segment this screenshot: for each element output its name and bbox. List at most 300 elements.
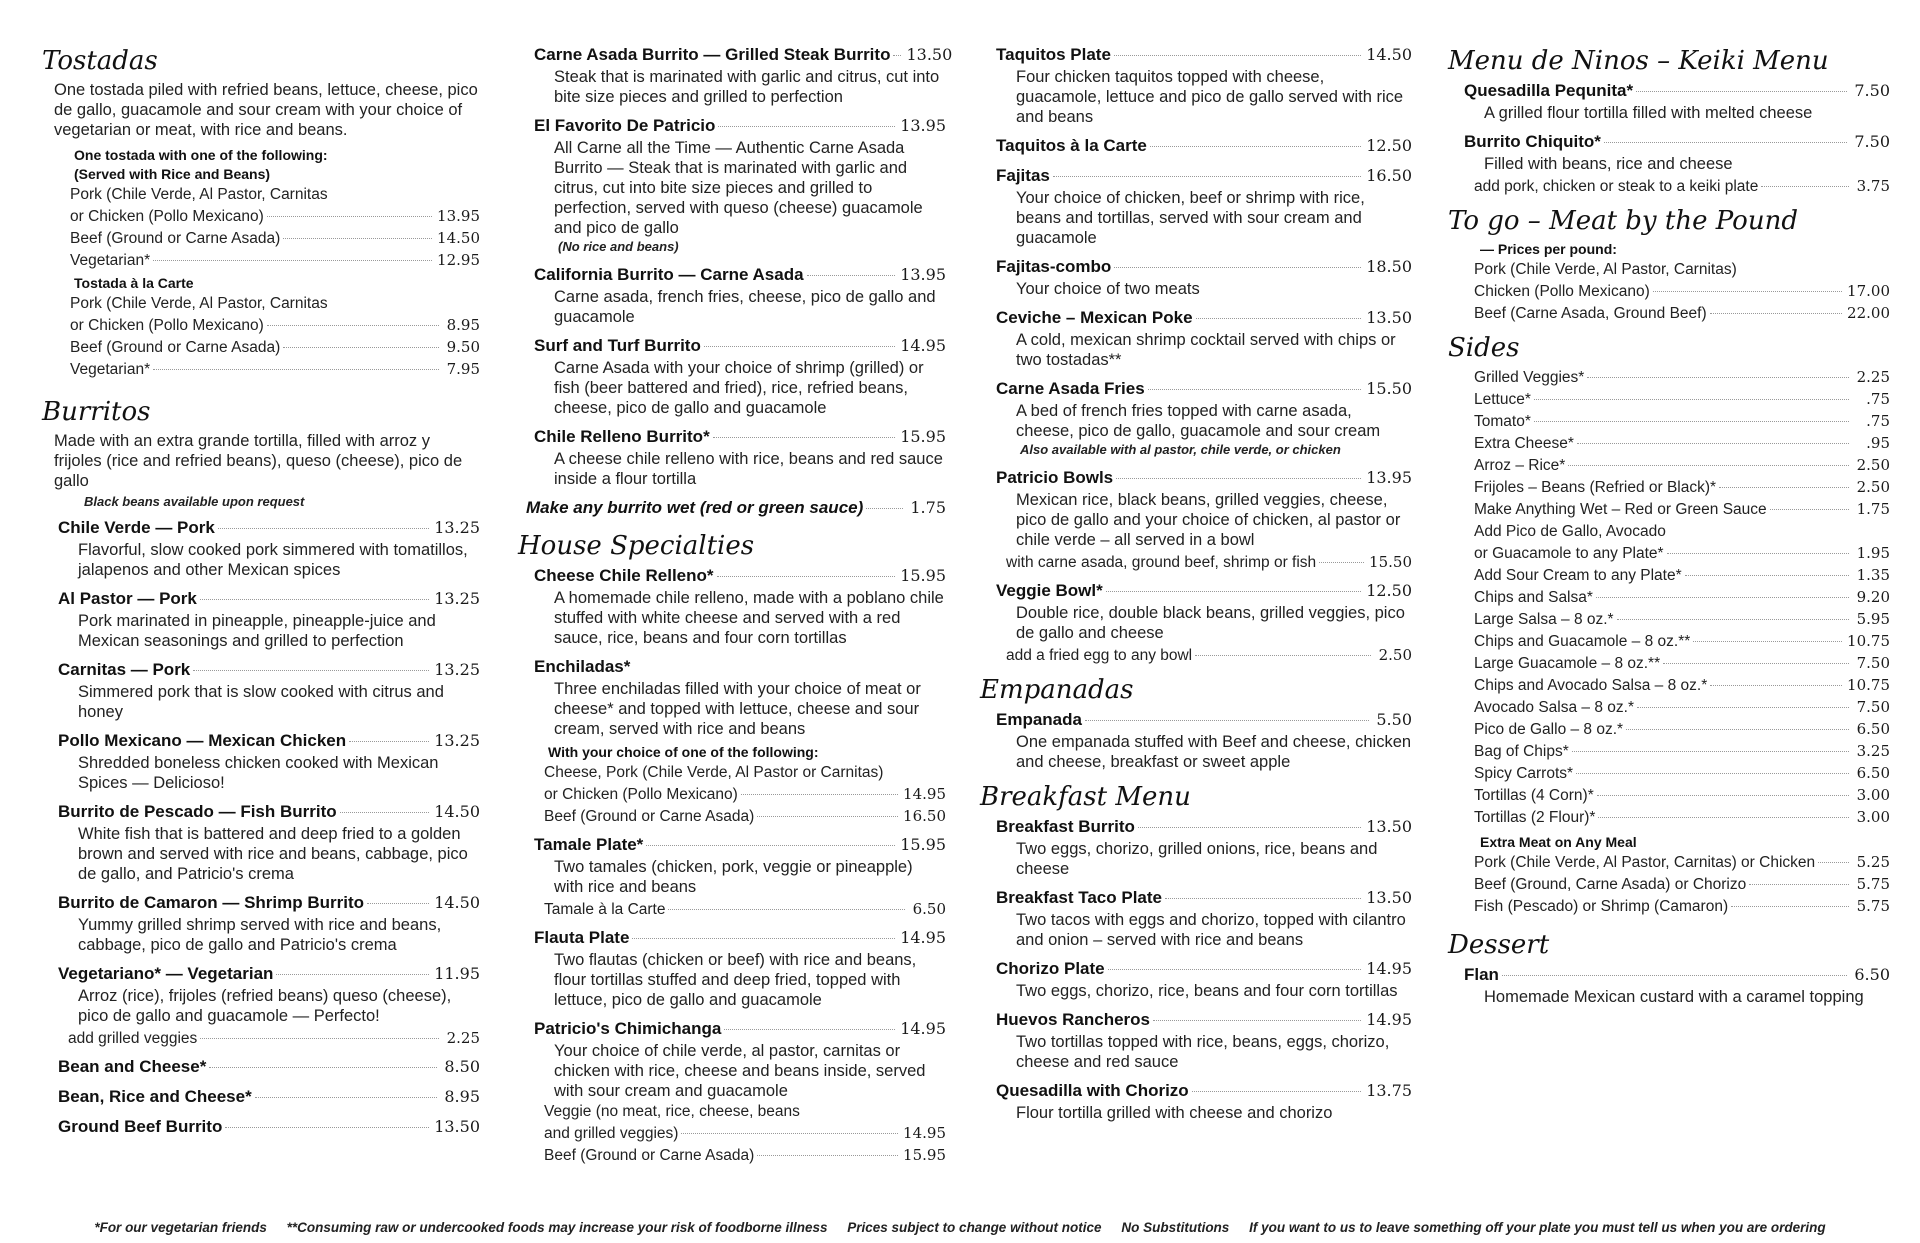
price-row: [1474, 499, 1890, 521]
leader-dots: [153, 369, 439, 370]
menu-item: [980, 165, 1412, 248]
item-price: 16.50: [1366, 166, 1412, 185]
item-price: 13.25: [434, 589, 480, 608]
burritos-cont-items: [518, 44, 953, 489]
wet-burrito-price: 1.75: [910, 498, 946, 517]
leader-dots: [1685, 575, 1849, 576]
item-price: 14.50: [437, 229, 480, 247]
item-name: Breakfast Burrito: [996, 817, 1135, 836]
item-price: 2.25: [446, 1029, 480, 1047]
menu-item: [518, 656, 946, 739]
price-row: [1474, 653, 1890, 675]
price-row: [1474, 543, 1890, 565]
item-description: Two flautas (chicken or beef) with rice and beans, flour tortillas stuffed and deep fried, topped with lettuce, pico de gallo and guacamole: [554, 951, 917, 1009]
footer-notes: [0, 1220, 1920, 1235]
item-price: 15.95: [903, 1146, 946, 1164]
item-name: add grilled veggies: [68, 1030, 198, 1047]
item-description: All Carne all the Time — Authentic Carne Asada Burrito — Steak that is marinated with garlic and citrus, cut into bite size pieces and grilled to perfection, served with queso (cheese) guacamole and pico de gallo: [554, 139, 923, 237]
item-price: 8.95: [446, 316, 480, 334]
item-description: Two tamales (chicken, pork, veggie or pineapple) with rice and beans: [554, 858, 913, 896]
item-price: 17.00: [1847, 282, 1890, 300]
item-name: Pork (Chile Verde, Al Pastor, Carnitas) or Chicken: [1474, 854, 1816, 871]
item-name: California Burrito — Carne Asada: [534, 265, 804, 284]
leader-dots: [283, 238, 432, 239]
item-name: Arroz – Rice*: [1474, 457, 1566, 474]
kids-menu-title: Menu de Ninos – Keiki Menu: [1448, 46, 1829, 76]
menu-item-row: [996, 887, 1412, 909]
item-name: Beef (Ground, Carne Asada) or Chorizo: [1474, 876, 1747, 893]
leader-dots: [1731, 906, 1849, 907]
item-price: 14.95: [900, 928, 946, 947]
price-row: [1474, 389, 1890, 411]
menu-item: [42, 1056, 480, 1078]
item-name: Tamale Plate*: [534, 835, 644, 854]
menu-item-row: [58, 730, 480, 752]
item-price: 15.50: [1366, 379, 1412, 398]
item-description: Your choice of chile verde, al pastor, carnitas or chicken with rice, cheese and beans inside, served with sour cream and guacamole: [554, 1042, 926, 1100]
menu-item-row: [996, 307, 1412, 329]
item-price: 7.50: [1856, 698, 1890, 716]
item-description: Carne asada, french fries, cheese, pico de gallo and guacamole: [554, 288, 936, 326]
leader-dots: [209, 1067, 437, 1068]
item-price: 1.75: [1856, 500, 1890, 518]
leader-dots: [1085, 720, 1369, 721]
item-price: 14.50: [434, 893, 480, 912]
leader-dots: [1653, 291, 1842, 292]
item-price: 13.95: [1366, 468, 1412, 487]
item-price: 2.50: [1856, 478, 1890, 496]
item-name: Taquitos Plate: [996, 45, 1111, 64]
item-description: Two eggs, chorizo, rice, beans and four corn tortillas: [1016, 982, 1398, 1000]
menu-item-row: [58, 1116, 480, 1138]
item-name: Burrito de Camaron — Shrimp Burrito: [58, 893, 365, 912]
item-description: Flavorful, slow cooked pork simmered with tomatillos, jalapenos and other Mexican spices: [78, 541, 468, 579]
item-name: Vegetarian*: [70, 361, 151, 378]
leader-dots: [1663, 663, 1849, 664]
leader-dots: [1502, 975, 1847, 976]
tostadas-choice-heading-2: (Served with Rice and Beans): [74, 166, 271, 182]
item-price: 13.50: [1366, 308, 1412, 327]
menu-item-row: [534, 335, 946, 357]
item-description: Yummy grilled shrimp served with rice and beans, cabbage, pico de gallo and Patricio's crema: [78, 916, 442, 954]
item-name: Avocado Salsa – 8 oz.*: [1474, 699, 1634, 716]
menu-item: [980, 256, 1412, 299]
leader-dots: [1568, 465, 1849, 466]
item-price: 5.25: [1856, 853, 1890, 871]
menu-item-row: [1464, 131, 1890, 153]
item-name: Al Pastor — Pork: [58, 589, 197, 608]
tostadas-price-list: [42, 184, 480, 272]
leader-dots: [1818, 862, 1849, 863]
price-row: [1474, 521, 1890, 543]
item-name: Chips and Avocado Salsa – 8 oz.*: [1474, 677, 1708, 694]
menu-item-row: [534, 656, 946, 678]
menu-item-row: [996, 467, 1412, 489]
item-name: with carne asada, ground beef, shrimp or fish: [1006, 554, 1317, 571]
item-description: Shredded boneless chicken cooked with Mexican Spices — Delicioso!: [78, 754, 439, 792]
menu-item-row: [58, 517, 480, 539]
togo-price-list: [1448, 259, 1890, 325]
leader-dots: [193, 670, 429, 671]
item-name: Pollo Mexicano — Mexican Chicken: [58, 731, 347, 750]
item-name: Tamale à la Carte: [544, 901, 666, 918]
menu-item-row: [58, 659, 480, 681]
item-name: Ceviche – Mexican Poke: [996, 308, 1193, 327]
leader-dots: [1617, 619, 1849, 620]
item-name: Enchiladas*: [534, 657, 631, 676]
item-price: 3.00: [1856, 808, 1890, 826]
leader-dots: [276, 974, 429, 975]
leader-dots: [1192, 1091, 1362, 1092]
item-name: or Chicken (Pollo Mexicano): [70, 317, 264, 334]
veggie-addon: [42, 1028, 480, 1050]
item-name: Chorizo Plate: [996, 959, 1105, 978]
menu-item: [980, 467, 1412, 550]
price-row: [70, 228, 480, 250]
item-price: 11.95: [434, 964, 480, 983]
leader-dots: [718, 126, 895, 127]
leader-dots: [1196, 318, 1362, 319]
item-price: 3.25: [1856, 742, 1890, 760]
price-row: [1474, 433, 1890, 455]
menu-item: [518, 426, 946, 489]
price-row: [70, 337, 480, 359]
item-name: Taquitos à la Carte: [996, 136, 1147, 155]
item-description: A grilled flour tortilla filled with melted cheese: [1484, 104, 1813, 122]
footer-note: *For our vegetarian friends: [94, 1220, 267, 1235]
menu-item-row: [58, 1086, 480, 1108]
item-price: 10.75: [1847, 676, 1890, 694]
menu-item-row: [996, 816, 1412, 838]
item-name: Patricio Bowls: [996, 468, 1114, 487]
item-price: 15.50: [1369, 553, 1412, 571]
item-price: 5.75: [1856, 875, 1890, 893]
item-price: 14.95: [903, 785, 946, 803]
dessert-item: [1448, 964, 1890, 1007]
menu-item-row: [534, 927, 946, 949]
item-description: A cold, mexican shrimp cocktail served with chips or two tostadas**: [1016, 331, 1396, 369]
menu-item: [518, 1018, 946, 1101]
item-price: 8.95: [444, 1087, 480, 1106]
item-description: Mexican rice, black beans, grilled veggies, cheese, pico de gallo and your choice of chicken, al pastor or chile verde – all served in a bowl: [1016, 491, 1401, 549]
item-price: 10.75: [1847, 632, 1890, 650]
item-name: Chile Verde — Pork: [58, 518, 215, 537]
item-description: Carne Asada with your choice of shrimp (grilled) or fish (beer battered and fried), rice, refried beans, cheese, pico de gallo and guacamole: [554, 359, 924, 417]
menu-item: [980, 816, 1412, 879]
leader-dots: [225, 1127, 429, 1128]
item-name: Large Guacamole – 8 oz.**: [1474, 655, 1661, 672]
item-price: 13.50: [906, 45, 953, 64]
item-description: Steak that is marinated with garlic and citrus, cut into bite size pieces and grilled to perfection: [554, 68, 940, 106]
menu-item: [980, 307, 1412, 370]
leader-dots: [866, 508, 903, 509]
item-price: 22.00: [1847, 304, 1890, 322]
price-row: [1474, 852, 1890, 874]
leader-dots: [1596, 597, 1849, 598]
price-row: [1474, 896, 1890, 918]
item-price: 1.95: [1856, 544, 1890, 562]
item-price: 15.95: [900, 427, 946, 446]
black-beans-note: Black beans available upon request: [84, 494, 305, 509]
menu-item-row: [58, 588, 480, 610]
flauta-item: [518, 927, 946, 1010]
item-description: Pork marinated in pineapple, pineapple-juice and Mexican seasonings and grilled to perfection: [78, 612, 436, 650]
item-price: 15.95: [900, 566, 946, 585]
empanadas-title: Empanadas: [980, 675, 1134, 705]
leader-dots: [668, 909, 905, 910]
menu-item: [42, 963, 480, 1026]
item-price: 1.35: [1856, 566, 1890, 584]
menu-item-row: [996, 44, 1412, 66]
item-price: .75: [1866, 390, 1890, 408]
item-price: 3.75: [1856, 177, 1890, 195]
item-name: Veggie (no meat, rice, cheese, beans: [544, 1103, 800, 1120]
menu-item: [42, 730, 480, 793]
item-name: Extra Cheese*: [1474, 435, 1574, 452]
item-price: 13.95: [900, 116, 946, 135]
leader-dots: [267, 216, 432, 217]
item-price: 18.50: [1366, 257, 1412, 276]
item-description: Simmered pork that is slow cooked with citrus and honey: [78, 683, 444, 721]
leader-dots: [1572, 751, 1849, 752]
leader-dots: [1106, 591, 1361, 592]
burritos-items: [42, 517, 480, 1026]
item-price: 13.25: [434, 660, 480, 679]
price-row: [1006, 552, 1412, 574]
item-name: Fajitas-combo: [996, 257, 1112, 276]
menu-item-row: [534, 44, 953, 66]
item-price: 12.50: [1366, 581, 1412, 600]
item-price: 9.50: [446, 338, 480, 356]
item-price: 6.50: [1854, 965, 1890, 984]
menu-item-row: [58, 1056, 480, 1078]
menu-item-row: [58, 963, 480, 985]
item-description: Two tacos with eggs and chorizo, topped with cilantro and onion – served with rice and beans: [1016, 911, 1406, 949]
menu-item: [980, 958, 1412, 1001]
item-price: 12.50: [1366, 136, 1412, 155]
footer-note: If you want to us to leave something off your plate you must tell us when you are ordering: [1249, 1220, 1826, 1235]
menu-item-row: [996, 135, 1412, 157]
leader-dots: [1626, 729, 1849, 730]
item-name: Empanada: [996, 710, 1082, 729]
item-price: 9.20: [1856, 588, 1890, 606]
column-2: [518, 44, 953, 1167]
leader-dots: [1153, 1020, 1361, 1021]
burritos-extra-items: [42, 1056, 480, 1138]
price-row: [70, 359, 480, 381]
menu-item: [518, 264, 946, 327]
item-description: Two tortillas topped with rice, beans, eggs, chorizo, cheese and red sauce: [1016, 1033, 1390, 1071]
leader-dots: [1587, 377, 1849, 378]
menu-item-row: [58, 801, 480, 823]
plates-items: [980, 44, 1412, 550]
item-name: Beef (Ground or Carne Asada): [544, 1147, 755, 1164]
item-name: Beef (Ground or Carne Asada): [70, 230, 281, 247]
price-row: [70, 293, 480, 315]
item-price: 13.50: [1366, 817, 1412, 836]
tamale-item: [518, 834, 946, 897]
item-price: 15.95: [900, 835, 946, 854]
item-name: Fajitas: [996, 166, 1050, 185]
item-price: 14.95: [900, 1019, 946, 1038]
price-row: [1474, 303, 1890, 325]
leader-dots: [1150, 146, 1361, 147]
leader-dots: [1710, 313, 1842, 314]
footer-note: **Consuming raw or undercooked foods may increase your risk of foodborne illness: [286, 1220, 828, 1235]
item-name: Large Salsa – 8 oz.*: [1474, 611, 1614, 628]
leader-dots: [1148, 389, 1362, 390]
leader-dots: [1749, 884, 1849, 885]
price-row: [1474, 874, 1890, 896]
item-note: (No rice and beans): [558, 239, 679, 254]
item-price: 12.95: [437, 251, 480, 269]
item-price: 5.75: [1856, 897, 1890, 915]
item-name: add pork, chicken or steak to a keiki plate: [1474, 178, 1759, 195]
price-row: [1474, 763, 1890, 785]
item-name: El Favorito De Patricio: [534, 116, 716, 135]
price-row: [1474, 455, 1890, 477]
item-name: Cheese, Pork (Chile Verde, Al Pastor or Carnitas): [544, 764, 884, 781]
item-price: 16.50: [903, 807, 946, 825]
leader-dots: [1577, 443, 1849, 444]
dessert-title: Dessert: [1448, 930, 1550, 960]
leader-dots: [1114, 55, 1361, 56]
item-name: Chips and Salsa*: [1474, 589, 1593, 606]
tostadas-title: Tostadas: [42, 46, 158, 76]
leader-dots: [1597, 795, 1849, 796]
item-name: Burrito de Pescado — Fish Burrito: [58, 802, 337, 821]
item-name: Pork (Chile Verde, Al Pastor, Carnitas: [70, 295, 328, 312]
price-row: [1474, 631, 1890, 653]
item-price: 13.25: [434, 731, 480, 750]
togo-heading: — Prices per pound:: [1480, 241, 1617, 257]
menu-item-row: [996, 165, 1412, 187]
leader-dots: [267, 325, 439, 326]
wet-burrito-row: [518, 497, 946, 519]
breakfast-items: [980, 816, 1412, 1123]
leader-dots: [1114, 267, 1361, 268]
price-row: [1474, 259, 1890, 281]
item-price: 3.00: [1856, 786, 1890, 804]
item-name: Pico de Gallo – 8 oz.*: [1474, 721, 1624, 738]
price-row: [544, 1123, 946, 1145]
menu-item: [42, 1086, 480, 1108]
menu-item: [980, 1009, 1412, 1072]
item-name: Add Sour Cream to any Plate*: [1474, 567, 1682, 584]
footer-note: No Substitutions: [1121, 1220, 1230, 1235]
sides-title: Sides: [1448, 333, 1520, 363]
chimichanga-price-list: [518, 1101, 946, 1167]
price-row: [70, 315, 480, 337]
price-row: [544, 784, 946, 806]
price-row: [1474, 587, 1890, 609]
item-name: Veggie Bowl*: [996, 581, 1103, 600]
leader-dots: [1710, 685, 1842, 686]
item-name: Carne Asada Fries: [996, 379, 1145, 398]
menu-item-row: [996, 256, 1412, 278]
togo-title: To go – Meat by the Pound: [1448, 206, 1798, 236]
leader-dots: [717, 576, 896, 577]
item-name: Vegetarian*: [70, 252, 151, 269]
item-name: Pork (Chile Verde, Al Pastor, Carnitas): [1474, 261, 1737, 278]
item-description: One empanada stuffed with Beef and cheese, chicken and cheese, breakfast or sweet apple: [1016, 733, 1412, 771]
menu-item-row: [996, 1080, 1412, 1102]
burritos-title: Burritos: [42, 397, 151, 427]
item-description: Homemade Mexican custard with a caramel topping: [1484, 988, 1864, 1006]
enchiladas-choice-heading: With your choice of one of the following:: [548, 744, 819, 760]
fried-egg-row: [980, 645, 1412, 667]
item-name: Bag of Chips*: [1474, 743, 1569, 760]
item-price: 5.95: [1856, 610, 1890, 628]
leader-dots: [200, 599, 429, 600]
menu-item-row: [534, 1018, 946, 1040]
leader-dots: [283, 347, 439, 348]
menu-item-row: [996, 1009, 1412, 1031]
price-row: [1474, 176, 1890, 198]
item-description: Arroz (rice), frijoles (refried beans) queso (cheese), pico de gallo and guacamole — Perfecto!: [78, 987, 452, 1025]
leader-dots: [741, 794, 898, 795]
item-name: Cheese Chile Relleno*: [534, 566, 714, 585]
item-name: or Chicken (Pollo Mexicano): [544, 786, 738, 803]
price-row: [70, 250, 480, 272]
leader-dots: [757, 816, 898, 817]
item-name: Quesadilla with Chorizo: [996, 1081, 1189, 1100]
item-price: 2.50: [1856, 456, 1890, 474]
kids-items: [1448, 80, 1890, 174]
price-row: [1474, 477, 1890, 499]
item-name: Pork (Chile Verde, Al Pastor, Carnitas: [70, 186, 328, 203]
item-description: A bed of french fries topped with carne asada, cheese, pico de gallo, guacamole and sour cream: [1016, 402, 1381, 440]
leader-dots: [713, 437, 896, 438]
item-name: Quesadilla Pequnita*: [1464, 81, 1634, 100]
menu-item-row: [996, 709, 1412, 731]
menu-item: [980, 44, 1412, 127]
item-name: Surf and Turf Burrito: [534, 336, 701, 355]
leader-dots: [1719, 487, 1849, 488]
leader-dots: [1053, 176, 1361, 177]
menu-item-row: [534, 264, 946, 286]
item-price: .95: [1866, 434, 1890, 452]
item-name: or Guacamole to any Plate*: [1474, 545, 1664, 562]
item-name: Chile Relleno Burrito*: [534, 427, 710, 446]
veggie-bowl-item: [980, 580, 1412, 643]
item-price: 6.50: [1856, 764, 1890, 782]
menu-item-row: [534, 565, 946, 587]
leader-dots: [1108, 969, 1362, 970]
sides-price-list: [1448, 367, 1890, 829]
leader-dots: [1693, 641, 1842, 642]
item-name: Lettuce*: [1474, 391, 1531, 408]
leader-dots: [255, 1097, 437, 1098]
item-name: Vegetariano* — Vegetarian: [58, 964, 274, 983]
menu-item-row: [996, 958, 1412, 980]
item-name: add a fried egg to any bowl: [1006, 647, 1193, 664]
menu-item: [518, 834, 946, 897]
tostadas-alacarte-heading: Tostada à la Carte: [74, 275, 194, 291]
leader-dots: [200, 1038, 439, 1039]
item-description: Filled with beans, rice and cheese: [1484, 155, 1733, 173]
price-row: [70, 184, 480, 206]
item-name: Tomato*: [1474, 413, 1531, 430]
item-price: 13.50: [1366, 888, 1412, 907]
price-row: [1474, 785, 1890, 807]
leader-dots: [1534, 399, 1849, 400]
item-description: A homemade chile relleno, made with a poblano chile stuffed with white cheese and served with a red sauce, rice, beans and four corn tortillas: [554, 589, 944, 647]
item-name: Spicy Carrots*: [1474, 765, 1574, 782]
breakfast-title: Breakfast Menu: [980, 782, 1191, 812]
menu-item: [518, 335, 946, 418]
item-price: 6.50: [912, 900, 946, 918]
